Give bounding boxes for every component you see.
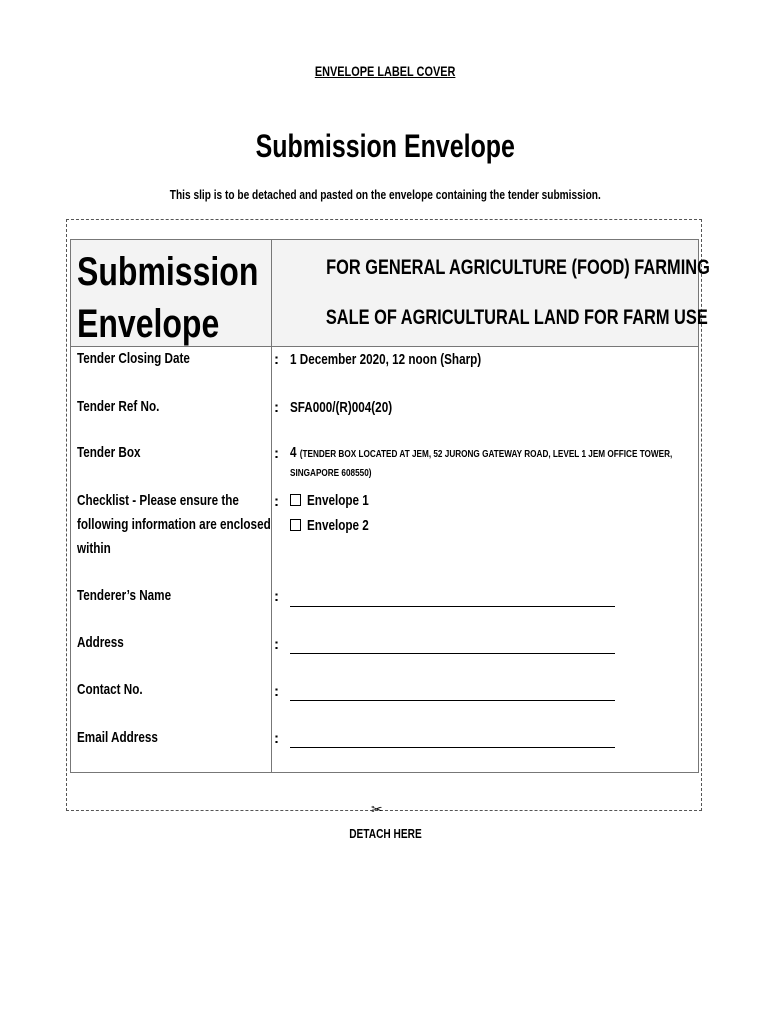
address-label: Address xyxy=(77,634,124,651)
tender-box-label: Tender Box xyxy=(77,444,141,461)
colon-separator: : xyxy=(274,493,279,510)
colon-separator: : xyxy=(274,730,279,747)
colon-separator: : xyxy=(274,351,279,368)
card-big-title: Submission Envelope xyxy=(77,250,259,346)
tenderer-name-label: Tenderer’s Name xyxy=(77,587,172,604)
colon-separator: : xyxy=(274,399,279,416)
submission-label-card xyxy=(70,239,710,773)
contact-no-label: Contact No. xyxy=(77,681,143,698)
contact-no-field[interactable] xyxy=(290,700,615,701)
colon-separator: : xyxy=(274,445,279,462)
address-field[interactable] xyxy=(290,653,615,654)
tender-box-value: 4 (TENDER BOX LOCATED AT JEM, 52 JURONG GATEWAY ROAD, LEVEL 1 JEM OFFICE TOWER, xyxy=(290,444,673,461)
document-title: Submission Envelope xyxy=(255,128,515,164)
colon-separator: : xyxy=(274,683,279,700)
closing-date-label: Tender Closing Date xyxy=(77,350,190,367)
colon-separator: : xyxy=(274,588,279,605)
checklist-item-envelope-2[interactable]: Envelope 2 xyxy=(290,517,386,534)
email-address-label: Email Address xyxy=(77,729,158,746)
closing-date-value: 1 December 2020, 12 noon (Sharp) xyxy=(290,351,482,368)
tender-purpose-line: FOR GENERAL AGRICULTURE (FOOD) FARMING xyxy=(326,256,710,279)
checkbox-icon[interactable] xyxy=(290,494,301,506)
colon-separator: : xyxy=(274,636,279,653)
checkbox-icon[interactable] xyxy=(290,519,301,531)
ref-no-value: SFA000/(R)004(20) xyxy=(290,399,393,416)
detach-here-label: DETACH HERE xyxy=(348,826,422,841)
tender-box-address-cont: SINGAPORE 608550) xyxy=(290,467,372,479)
checklist-label: Checklist - Please ensure the following information are enclosed within xyxy=(77,492,271,557)
email-address-field[interactable] xyxy=(290,747,615,748)
instruction-text: This slip is to be detached and pasted on the envelope containing the tender submission. xyxy=(169,187,601,202)
tender-sale-line: SALE OF AGRICULTURAL LAND FOR FARM USE xyxy=(325,306,708,329)
envelope-label-cover-heading: ENVELOPE LABEL COVER xyxy=(314,63,456,79)
ref-no-label: Tender Ref No. xyxy=(77,398,160,415)
checklist-item-envelope-1[interactable]: Envelope 1 xyxy=(290,492,386,509)
tenderer-name-field[interactable] xyxy=(290,606,615,607)
scissors-icon: ✂ xyxy=(371,801,383,817)
